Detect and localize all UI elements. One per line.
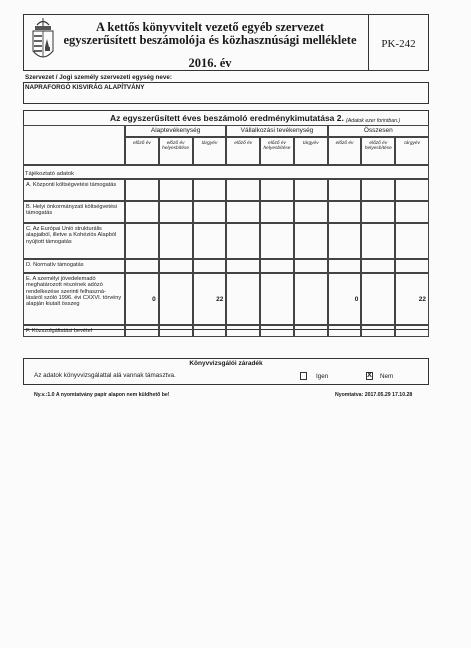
subcol-header-label: előző év (335, 141, 354, 146)
subcol-header-label: előző év helyesbítése (162, 141, 190, 152)
value-cell[interactable] (193, 259, 227, 273)
subcol-header (294, 137, 328, 165)
value-cell[interactable] (361, 325, 395, 337)
group-header-label: Összesen (363, 127, 393, 134)
value-cell[interactable] (125, 223, 159, 259)
audit-yes-checkbox[interactable] (300, 372, 307, 380)
value-cell[interactable] (159, 223, 193, 259)
value-cell[interactable] (226, 223, 260, 259)
audit-no-checkbox[interactable]: X (367, 372, 372, 379)
subcol-header (125, 137, 159, 165)
table-row-label: D. Normatív támogatás (26, 262, 84, 268)
value-cell[interactable] (260, 259, 294, 273)
footer-note: Ny.v.:1.0 A nyomtatvány papír alapon nem küldhető be! (34, 392, 170, 398)
value-cell[interactable] (125, 273, 159, 325)
value-cell[interactable] (361, 273, 395, 325)
value-cell[interactable] (159, 325, 193, 337)
value-cell[interactable] (361, 201, 395, 223)
value-cell[interactable] (125, 201, 159, 223)
subcol-header (226, 137, 260, 165)
value-cell[interactable] (294, 273, 328, 325)
value-cell[interactable] (328, 273, 362, 325)
value-cell[interactable] (395, 259, 429, 273)
value-cell[interactable] (193, 179, 227, 201)
group-header-alap (125, 125, 226, 137)
value-cell[interactable] (226, 325, 260, 337)
value-cell[interactable] (361, 179, 395, 201)
value-cell[interactable] (395, 201, 429, 223)
subcol-header (260, 137, 294, 165)
value-cell[interactable] (328, 201, 362, 223)
value-cell[interactable] (260, 201, 294, 223)
value-cell[interactable] (395, 273, 429, 325)
value-cell[interactable] (260, 325, 294, 337)
value-cell[interactable] (260, 223, 294, 259)
value-cell[interactable] (294, 179, 328, 201)
group-header-vall (226, 125, 327, 137)
table-row-label-cell (23, 273, 125, 325)
value-cell[interactable] (125, 259, 159, 273)
org-label: Szervezet / Jogi személy szervezeti egység neve: (25, 74, 173, 81)
form-year: 2016. év (188, 56, 232, 70)
group-header-label: Vállalkozási tevékenység (240, 127, 314, 134)
section-label: Tájékoztató adatok (25, 171, 74, 177)
value-cell[interactable] (395, 325, 429, 337)
value-cell[interactable] (294, 325, 328, 337)
table-row-label-cell (23, 325, 125, 337)
subcol-header-label: tárgyév (302, 141, 319, 146)
value-cell[interactable] (294, 201, 328, 223)
value-cell[interactable] (328, 325, 362, 337)
form-title-line1: A kettős könyvvitelt vezető egyéb szervezet (95, 20, 325, 34)
audit-question: Az adatok könyvvizsgálattal alá vannak támasztva. (34, 372, 176, 379)
audit-title: Könyvvizsgálói záradék (189, 360, 263, 367)
value-cell[interactable] (226, 273, 260, 325)
value-cell[interactable] (294, 223, 328, 259)
group-header-label: Alaptevékenység (150, 127, 201, 134)
section-row (23, 165, 429, 179)
value-cell[interactable] (159, 179, 193, 201)
value-cell[interactable] (328, 179, 362, 201)
table-row-label-cell (23, 259, 125, 273)
subcol-header-label: előző év (132, 141, 151, 146)
subcol-header (361, 137, 395, 165)
value-cell[interactable] (159, 259, 193, 273)
table-row-label: B. Helyi önkormányzati költségvetési támogatás (26, 204, 118, 217)
subcol-header-label: előző év helyesbítése (263, 141, 291, 152)
group-header-ossz (328, 125, 429, 137)
value-ossz_elozo: 0 (354, 296, 359, 303)
subcol-header (395, 137, 429, 165)
unit-note: (Adatok ezer forintban.) (346, 118, 401, 124)
value-cell[interactable] (193, 325, 227, 337)
value-cell[interactable] (395, 223, 429, 259)
value-cell[interactable] (294, 259, 328, 273)
value-cell[interactable] (226, 179, 260, 201)
value-cell[interactable] (125, 325, 159, 337)
table-row-label-cell (23, 223, 125, 259)
form-code: PK-242 (381, 38, 416, 50)
subcol-header-label: előző év (234, 141, 253, 146)
table-row-label: E. A személyi jövedelemadó meghatározott részének adózó rendelkezése szerinti felhaszná-lásáról szóló 1996. évi CXXVI. törvény alapján kiutalt összeg (26, 276, 122, 308)
form-title-line2: egyszerűsített beszámolója és közhasznúsági melléklete (63, 33, 357, 47)
value-cell[interactable] (159, 273, 193, 325)
value-cell[interactable] (159, 201, 193, 223)
value-cell[interactable] (226, 201, 260, 223)
value-cell[interactable] (361, 259, 395, 273)
value-cell[interactable] (395, 179, 429, 201)
print-timestamp: Nyomtatva: 2017.05.29 17.10.28 (335, 392, 413, 398)
value-cell[interactable] (193, 201, 227, 223)
table-row-label: F. Közszolgáltatási bevétel (26, 328, 92, 334)
subcol-header-label: előző év helyesbítése (364, 141, 392, 152)
value-cell[interactable] (193, 273, 227, 325)
value-ossz_targy: 22 (418, 296, 426, 303)
audit-no-label: Nem (380, 373, 394, 380)
subcol-header-label: tárgyév (201, 141, 218, 146)
value-cell[interactable] (328, 259, 362, 273)
subcol-header (193, 137, 227, 165)
value-alap_targy: 22 (216, 296, 224, 303)
value-cell[interactable] (260, 179, 294, 201)
value-cell[interactable] (361, 223, 395, 259)
value-cell[interactable] (125, 179, 159, 201)
value-cell[interactable] (193, 223, 227, 259)
table-row-label-cell (23, 201, 125, 223)
value-cell[interactable] (226, 259, 260, 273)
subcol-header (159, 137, 193, 165)
subcol-header-label: tárgyév (404, 141, 420, 146)
value-cell[interactable] (328, 223, 362, 259)
coat-of-arms-icon (30, 17, 56, 67)
audit-yes-label: Igen (316, 373, 329, 380)
table-row-label: A. Központi költségvetési támogatás (26, 182, 117, 188)
table-row-label-cell (23, 179, 125, 201)
table-row-label: C. Az Európai Unió strukturális alapjaiból, illetve a Kohéziós Alapból nyújtott támogatás (26, 226, 117, 245)
org-name: NAPRAFORGÓ KISVIRÁG ALAPÍTVÁNY (25, 84, 145, 91)
header-label-cell (23, 125, 125, 165)
subcol-header (328, 137, 362, 165)
value-alap_elozo: 0 (152, 296, 156, 303)
table-title: Az egyszerűsített éves beszámoló eredménykimutatása 2. (110, 113, 344, 123)
value-cell[interactable] (260, 273, 294, 325)
